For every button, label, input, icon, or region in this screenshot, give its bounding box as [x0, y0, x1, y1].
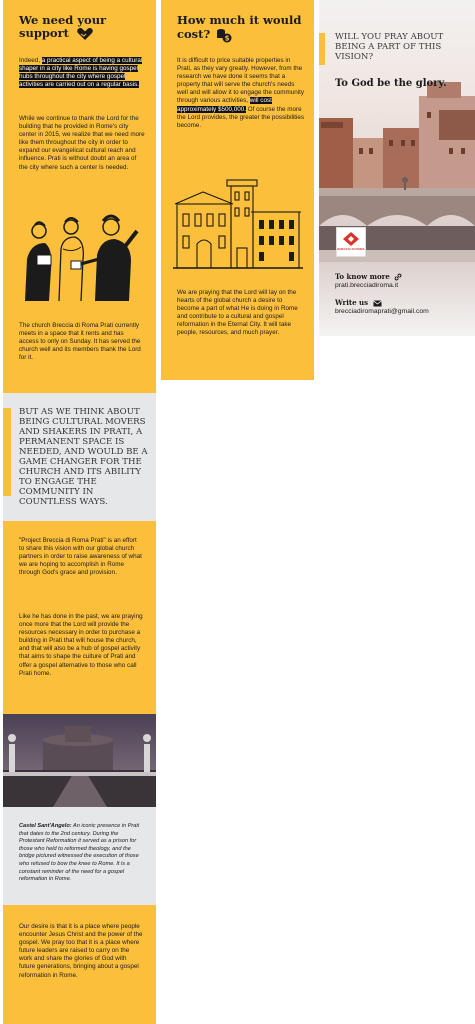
project-paragraph-1: "Project Breccia di Roma Prati" is an effort to share this vision with our global church partners in order to raise awareness of what we are hoping to accomplish in Rome through God's grace and provision. — [19, 537, 142, 577]
cost-panel — [161, 0, 314, 380]
support-paragraph-1: Indeed, a practical aspect of being a cultural shaper in a city like Rome is having gospel hubs throughout the city where gospel activities are carried out on a regular basis. — [19, 57, 143, 89]
church-logo — [336, 227, 366, 257]
support-paragraph-2: While we continue to thank the Lord for the building that he provided in Rome's city center in 2015, we realize that we need more like them throughout the city in order to expand our evangelical cultural reach and influence. Prati is without doubt an area of the city where such a center is needed. — [19, 115, 145, 171]
mail-icon — [373, 300, 382, 307]
contact-panel — [319, 0, 475, 336]
project-paragraph-2: Like he has done in the past, we are praying once more that the Lord will provide the resources necessary in order to purchase a building in Prati that will house the church, and that will also be a hub of gospel activity that aims to shape the culture of Prati and offer a gospel alternative to those who call Prati home. — [19, 613, 143, 677]
logo-text: BRECCIA DI ROMA — [337, 247, 365, 251]
support-panel — [3, 0, 156, 393]
svg-text:$: $ — [224, 34, 230, 43]
email-link[interactable]: brecciadiromaprati@gmail.com — [335, 308, 429, 315]
website-link[interactable]: prati.brecciadiroma.it — [335, 282, 399, 289]
know-more-label: To know more — [335, 272, 390, 281]
project-panel — [3, 521, 156, 714]
quote-panel — [3, 393, 156, 521]
coins-dollar-icon — [216, 27, 232, 43]
know-more-block — [335, 272, 471, 290]
cost-highlight: will cost approximately $500,000. — [177, 97, 272, 113]
write-us-block — [335, 298, 475, 316]
cost-paragraph-2: We are praying that the Lord will lay on the hearts of the global church a desire to become a part of what He is doing in Rome and contribute to a cultural and gospel reformation in the Eternal City. It will take people, resources, and much prayer. — [177, 289, 298, 337]
cost-paragraph-1: It is difficult to price suitable properties in Prati, as they vary greatly. However, from the research we have done it seems that a property that will serve the church's needs well and will allow it to engage the community through various activities, will cost approximately $500,000. Of course the more the Lord provides, the greater the possibilities become. — [177, 57, 305, 129]
closing-paragraph: Our desire is that it is a place where people encounter Jesus Christ and the power of the gospel. We pray too that it is a place where future leaders are raised to carry on the work and share the glories of God with future generations, bringing about a gospel reformation in Rome. — [19, 923, 143, 979]
quote-text: BUT AS WE THINK ABOUT BEING CULTURAL MOVERS AND SHAKERS IN PRATI, A PERMANENT SPACE IS NEEDED, AND WOULD BE A GAME CHANGER FOR THE CHURCH AND ITS ABILITY TO ENGAGE THE COMMUNITY IN COUNTLESS WAYS. — [19, 407, 148, 507]
photo-caption: Castel Sant'Angelo: An iconic presence in Prati that dates to the 2nd century. During the Protestant Reformation it served as a prison for those who held to reformed theology, and the bridge pictured witnessed the execution of those who refused to bow the knee to Rome. It is a constant reminder of the need for a gospel reformation in Rome. — [19, 823, 140, 883]
support-heading-text: We need your support — [19, 13, 107, 40]
closing-panel — [3, 905, 156, 1024]
castel-santangelo-photo — [3, 714, 156, 807]
vision-question: WILL YOU PRAY ABOUT BEING A PART OF THIS VISION? — [335, 32, 444, 62]
caption-panel — [3, 807, 156, 905]
quote-accent-bar — [3, 408, 11, 496]
building-illustration — [173, 178, 303, 270]
people-illustration — [15, 209, 143, 305]
cost-heading-text: How much it would cost? — [177, 13, 302, 41]
cost-heading — [177, 14, 307, 43]
logo-mark-icon — [337, 229, 365, 249]
glory-statement: To God be the glory. — [335, 78, 447, 89]
handshake-heart-icon — [76, 27, 94, 41]
link-icon — [394, 273, 402, 281]
highlight-text: a practical aspect of being a cultural shaper in a city like Rome is having gospel hubs throughout the city where gospel activities are carried out on a regular basis. — [19, 57, 143, 89]
write-us-label: Write us — [335, 298, 369, 307]
question-accent-bar — [319, 33, 325, 65]
support-paragraph-3: The church Breccia di Roma Prati currently meets in a space that it rents and has access to only on Sunday. It has served the church well and its members thank the Lord for it. — [19, 322, 141, 362]
support-heading — [19, 14, 137, 41]
